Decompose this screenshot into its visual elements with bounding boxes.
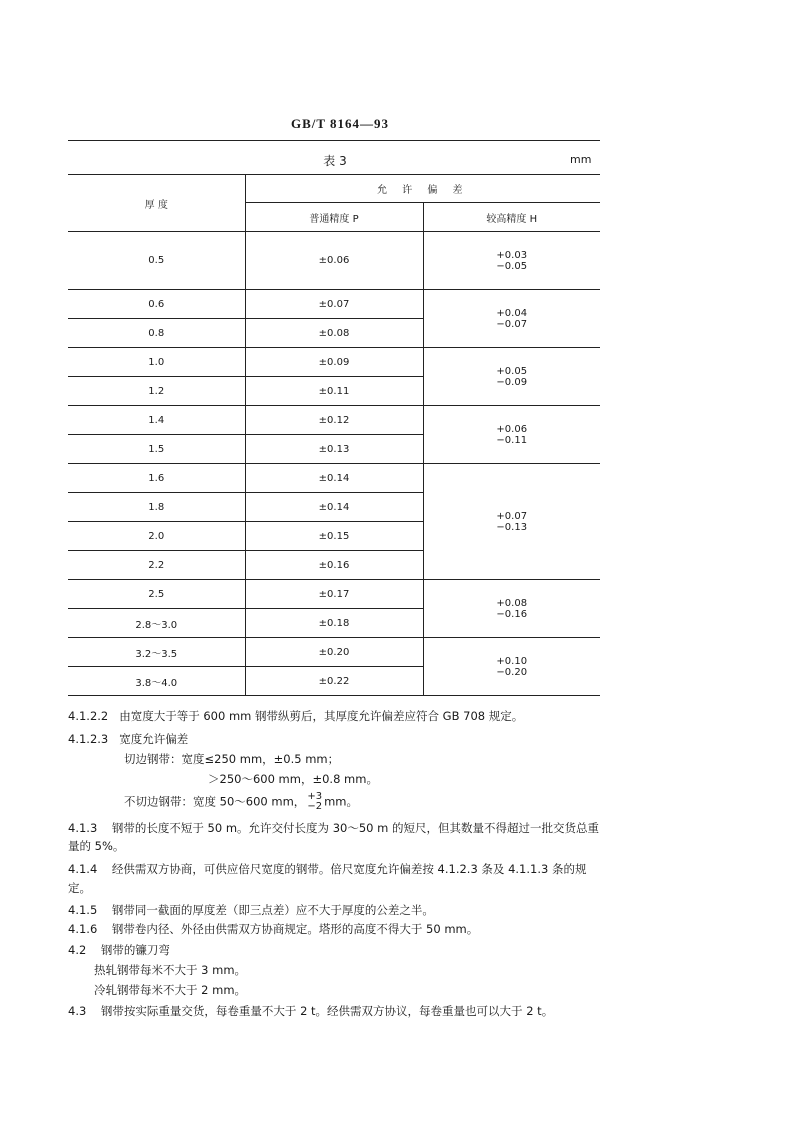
clause-4-3 (68, 1003, 553, 1019)
high-tolerance-cell: +0.08 −0.16 (423, 580, 600, 638)
clause-number: 4.3 (68, 1004, 87, 1018)
header-tolerance: 允 许 偏 差 (245, 175, 600, 203)
cold-rolled-camber: 冷轧钢带每米不大于 2 mm。 (94, 983, 247, 997)
normal-tolerance-cell: ±0.06 (245, 232, 423, 290)
standard-code-header: GB/T 8164—93 (290, 116, 390, 131)
normal-tolerance-cell: ±0.09 (245, 348, 423, 377)
clause-4-1-5 (68, 902, 434, 918)
normal-tolerance-cell: ±0.22 (245, 667, 423, 696)
clause-number: 4.1.6 (68, 922, 98, 936)
thickness-cell: 3.2～3.5 (68, 638, 245, 667)
cut-edge-line-2: ＞250～600 mm，±0.8 mm。 (208, 772, 378, 786)
clause-number: 4.1.2.2 (68, 709, 109, 723)
clause-text: 由宽度大于等于 600 mm 钢带纵剪后，其厚度允许偏差应符合 GB 708 规定。 (119, 709, 524, 723)
clause-text: 宽度允许偏差 (119, 732, 189, 746)
header-high-precision: 较高精度 H (423, 203, 600, 232)
header-thickness: 厚 度 (68, 175, 245, 232)
high-tolerance-cell: +0.04 −0.07 (423, 290, 600, 348)
clause-4-1-6 (68, 921, 478, 937)
normal-tolerance-cell: ±0.17 (245, 580, 423, 609)
clause-text: 钢带同一截面的厚度差（即三点差）应不大于厚度的公差之半。 (111, 903, 434, 917)
normal-tolerance-cell: ±0.16 (245, 551, 423, 580)
clause-4-1-2-3 (68, 731, 188, 747)
normal-tolerance-cell: ±0.20 (245, 638, 423, 667)
header-normal-precision: 普通精度 P (245, 203, 423, 232)
normal-tolerance-cell: ±0.08 (245, 319, 423, 348)
high-tolerance-cell: +0.06 −0.11 (423, 406, 600, 464)
thickness-cell: 1.8 (68, 493, 245, 522)
table-unit: mm (570, 153, 592, 166)
high-tolerance-cell: +0.03 −0.05 (423, 232, 600, 290)
uncut-edge-line (124, 792, 358, 812)
clause-4-1-3 (68, 820, 599, 836)
clause-number: 4.1.4 (68, 862, 98, 876)
clause-4-2 (68, 942, 170, 958)
cut-edge-line-1: 切边钢带：宽度≤250 mm，±0.5 mm； (124, 752, 340, 766)
hot-rolled-camber: 热轧钢带每米不大于 3 mm。 (94, 963, 247, 977)
table-caption: 表 3 (323, 154, 347, 168)
normal-tolerance-cell: ±0.13 (245, 435, 423, 464)
clause-number: 4.1.5 (68, 903, 98, 917)
thickness-cell: 1.2 (68, 377, 245, 406)
thickness-cell: 0.5 (68, 232, 245, 290)
thickness-cell: 2.5 (68, 580, 245, 609)
clause-number: 4.2 (68, 943, 87, 957)
normal-tolerance-cell: ±0.07 (245, 290, 423, 319)
normal-tolerance-cell: ±0.18 (245, 609, 423, 638)
thickness-cell: 2.0 (68, 522, 245, 551)
thickness-cell: 1.0 (68, 348, 245, 377)
thickness-tolerance-table (68, 174, 600, 696)
clause-4-1-3-cont: 量的 5%。 (68, 839, 125, 853)
clause-number: 4.1.3 (68, 821, 98, 835)
clause-text: 钢带按实际重量交货，每卷重量不大于 2 t。经供需双方协议，每卷重量也可以大于 2 t。 (100, 1004, 554, 1018)
thickness-cell: 1.5 (68, 435, 245, 464)
high-tolerance-cell: +0.10 −0.20 (423, 638, 600, 696)
uncut-suffix: mm。 (324, 794, 358, 809)
thickness-cell: 3.8～4.0 (68, 667, 245, 696)
uncut-prefix: 不切边钢带：宽度 50～600 mm， (124, 794, 306, 809)
clause-number: 4.1.2.3 (68, 732, 109, 746)
normal-tolerance-cell: ±0.12 (245, 406, 423, 435)
normal-tolerance-cell: ±0.14 (245, 464, 423, 493)
clause-4-1-4 (68, 861, 586, 877)
clause-text: 钢带的镰刀弯 (100, 943, 170, 957)
normal-tolerance-cell: ±0.11 (245, 377, 423, 406)
thickness-cell: 2.8～3.0 (68, 609, 245, 638)
high-tolerance-cell: +0.05 −0.09 (423, 348, 600, 406)
clause-4-1-2-2 (68, 708, 523, 724)
normal-tolerance-cell: ±0.14 (245, 493, 423, 522)
header-rule (68, 140, 600, 141)
thickness-cell: 1.4 (68, 406, 245, 435)
clause-text: 钢带的长度不短于 50 m。允许交付长度为 30～50 m 的短尺，但其数量不得超过一批交货总重 (111, 821, 599, 835)
clause-text: 经供需双方协商，可供应倍尺宽度的钢带。倍尺宽度允许偏差按 4.1.2.3 条及 4.1.1.3 条的规 (111, 862, 587, 876)
thickness-cell: 2.2 (68, 551, 245, 580)
high-tolerance-cell: +0.07 −0.13 (423, 464, 600, 580)
clause-text: 钢带卷内径、外径由供需双方协商规定。塔形的高度不得大于 50 mm。 (111, 922, 479, 936)
clause-4-1-4-cont: 定。 (68, 881, 91, 895)
normal-tolerance-cell: ±0.15 (245, 522, 423, 551)
thickness-cell: 1.6 (68, 464, 245, 493)
thickness-cell: 0.8 (68, 319, 245, 348)
width-tolerance-fraction: +3 −2 (307, 791, 323, 812)
thickness-cell: 0.6 (68, 290, 245, 319)
